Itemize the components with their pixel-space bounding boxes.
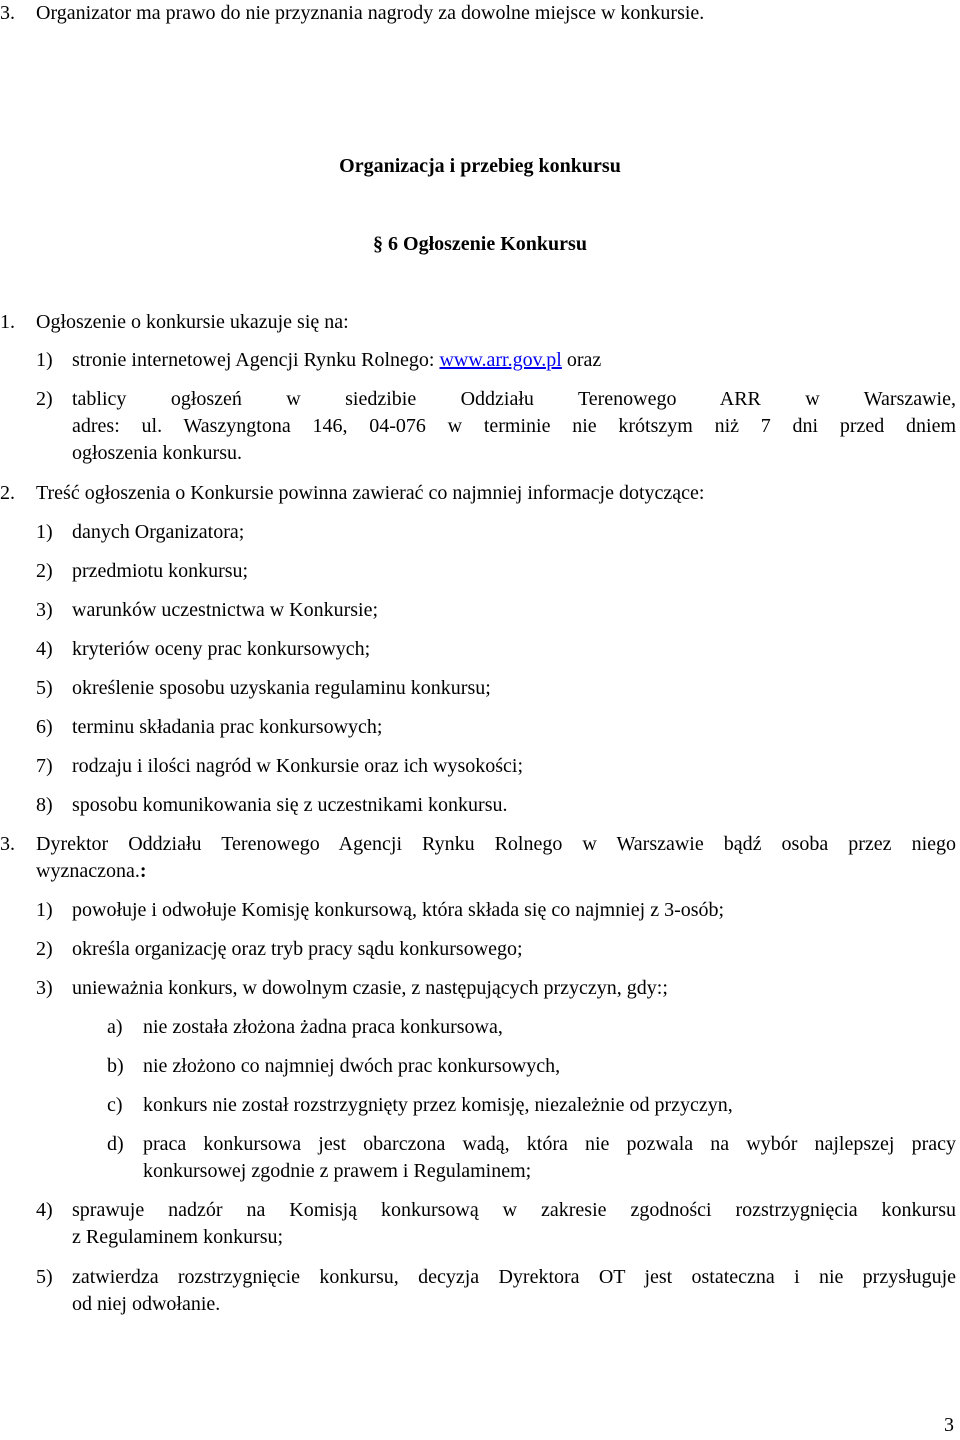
sublist-letter: a): [107, 1016, 123, 1038]
list-number: 1): [36, 899, 53, 921]
p1-text: Ogłoszenie o konkursie ukazuje się na:: [36, 311, 349, 333]
p1-item1-text-after: oraz: [561, 349, 602, 371]
list-number: 5): [36, 1266, 53, 1288]
list-number: 8): [36, 794, 53, 816]
p3-item5-line1: zatwierdza rozstrzygnięcie konkursu, decyzja Dyrektora OT jest ostateczna i nie przysługuje: [72, 1266, 956, 1288]
list-item: sposobu komunikowania się z uczestnikami konkursu.: [72, 794, 508, 816]
list-item: rodzaju i ilości nagród w Konkursie oraz ich wysokości;: [72, 755, 524, 777]
list-item: przedmiotu konkursu;: [72, 560, 249, 582]
list-item: określenie sposobu uzyskania regulaminu konkursu;: [72, 677, 491, 699]
p1-item2-line1: tablicy ogłoszeń w siedzibie Oddziału Terenowego ARR w Warszawie,: [72, 388, 956, 410]
sublist-item-line2: konkursowej zgodnie z prawem i Regulaminem;: [143, 1160, 532, 1182]
list-item: unieważnia konkurs, w dowolnym czasie, z następujących przyczyn, gdy:;: [72, 977, 668, 999]
list-item: powołuje i odwołuje Komisję konkursową, która składa się co najmniej z 3-osób;: [72, 899, 725, 921]
sublist-letter: b): [107, 1055, 124, 1077]
p2-text: Treść ogłoszenia o Konkursie powinna zawierać co najmniej informacje dotyczące:: [36, 482, 705, 504]
p3-line2: [36, 858, 147, 885]
list-item: danych Organizatora;: [72, 521, 245, 543]
list-item: kryteriów oceny prac konkursowych;: [72, 638, 371, 660]
p3-line2-text: wyznaczona.: [36, 860, 140, 882]
p3-item5-line2: od niej odwołanie.: [72, 1293, 221, 1315]
p3-item4-line2: z Regulaminem konkursu;: [72, 1226, 284, 1248]
list-item: warunków uczestnictwa w Konkursie;: [72, 599, 379, 621]
sublist-item-line1: praca konkursowa jest obarczona wadą, która nie pozwala na wybór najlepszej pracy: [143, 1133, 956, 1155]
list-number: 2.: [0, 482, 15, 504]
list-item: terminu składania prac konkursowych;: [72, 716, 383, 738]
list-number: 1): [36, 521, 53, 543]
list-number: 3.: [0, 833, 15, 855]
sublist-letter: c): [107, 1094, 123, 1116]
p3-line2-colon: :: [139, 860, 147, 882]
list-number: 3): [36, 599, 53, 621]
sublist-letter: d): [107, 1133, 124, 1155]
p1-item2-line2: adres: ul. Waszyngtona 146, 04-076 w terminie nie krótszym niż 7 dni przed dniem: [72, 415, 956, 437]
list-number: 4): [36, 638, 53, 660]
list-number: 3): [36, 977, 53, 999]
list-number: 4): [36, 1199, 53, 1221]
sublist-item: konkurs nie został rozstrzygnięty przez komisję, niezależnie od przyczyn,: [143, 1094, 733, 1116]
list-number: 3.: [0, 2, 15, 24]
list-number: 7): [36, 755, 53, 777]
p3-line1: Dyrektor Oddziału Terenowego Agencji Rynku Rolnego w Warszawie bądź osoba przez niego: [36, 833, 956, 855]
p1-item1-text-before: stronie internetowej Agencji Rynku Rolnego:: [72, 349, 440, 371]
section-heading: Organizacja i przebieg konkursu: [339, 155, 621, 177]
list-number: 2): [36, 560, 53, 582]
sublist-item: nie została złożona żadna praca konkursowa,: [143, 1016, 503, 1038]
p1-item1-text: [72, 347, 601, 374]
intro-text: Organizator ma prawo do nie przyznania nagrody za dowolne miejsce w konkursie.: [36, 2, 705, 24]
sublist-item: nie złożono co najmniej dwóch prac konkursowych,: [143, 1055, 561, 1077]
list-number: 1): [36, 349, 53, 371]
list-item: określa organizację oraz tryb pracy sądu konkursowego;: [72, 938, 523, 960]
p1-item2-line3: ogłoszenia konkursu.: [72, 442, 242, 464]
list-number: 1.: [0, 311, 15, 333]
list-number: 2): [36, 388, 53, 410]
page-number: 3: [944, 1414, 954, 1436]
paragraph-heading: § 6 Ogłoszenie Konkursu: [373, 233, 587, 255]
list-number: 5): [36, 677, 53, 699]
arr-website-link[interactable]: www.arr.gov.pl: [439, 349, 562, 371]
p3-item4-line1: sprawuje nadzór na Komisją konkursową w zakresie zgodności rozstrzygnięcia konkursu: [72, 1199, 956, 1221]
list-number: 6): [36, 716, 53, 738]
list-number: 2): [36, 938, 53, 960]
